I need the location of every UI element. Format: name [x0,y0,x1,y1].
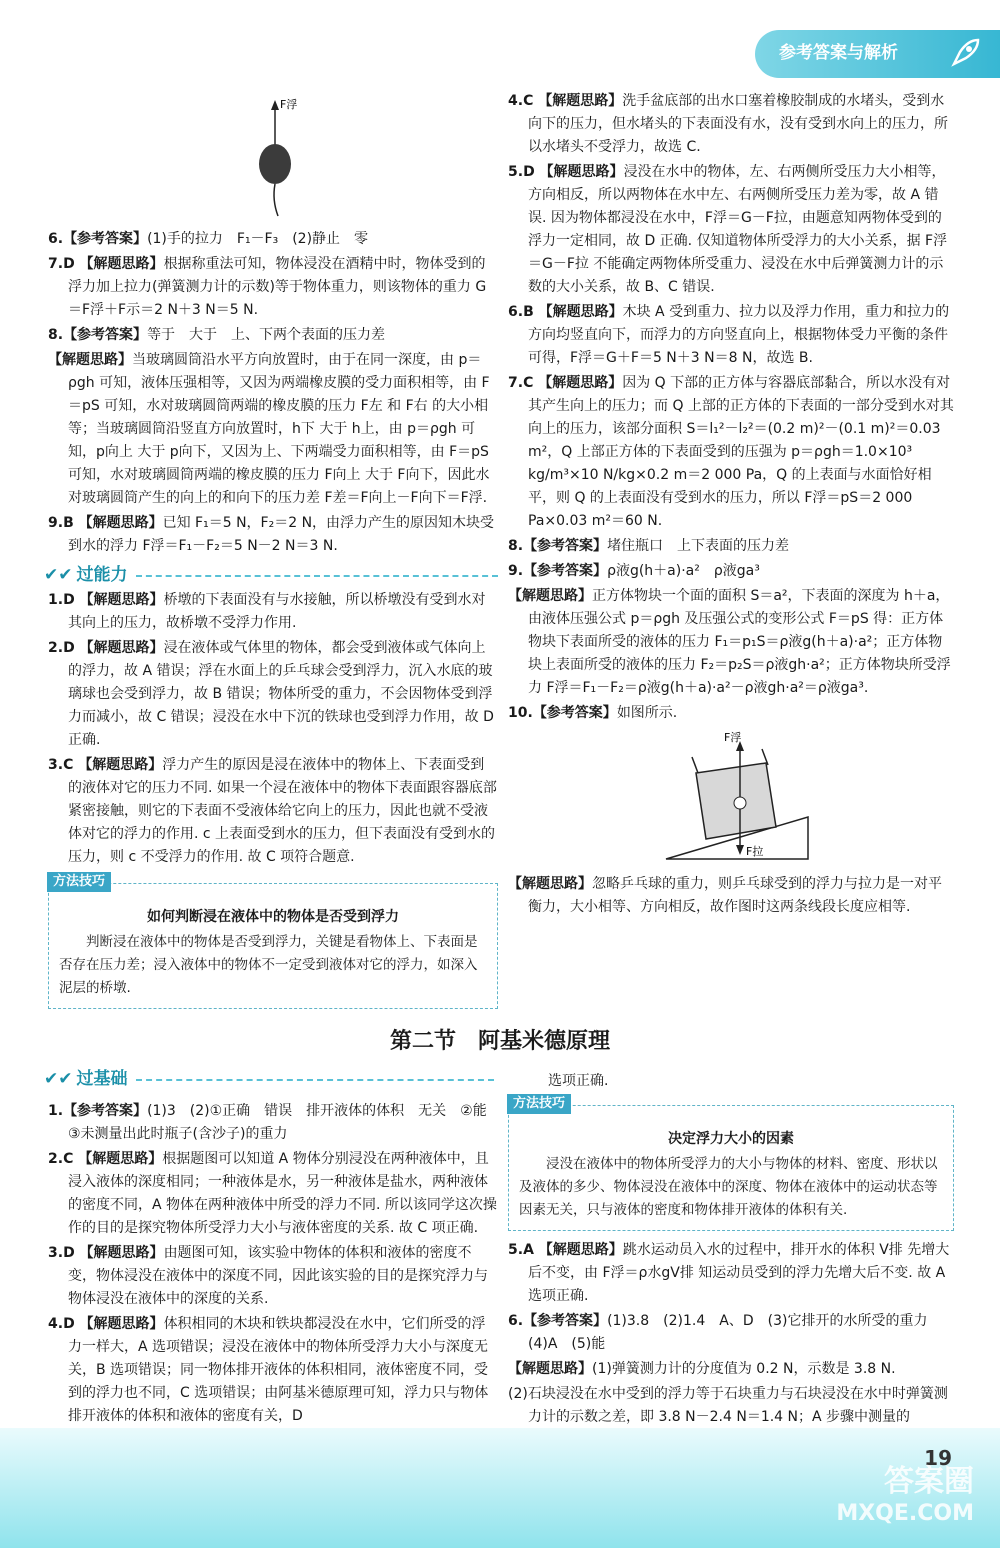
tips-text: 判断浸在液体中的物体是否受到浮力，关键是看物体上、下表面是否存在压力差；浸入液体中的物体不一定受到液体对它的浮力，如深入泥层的桥墩. [59,934,478,996]
watermark: 答案圈 MXQE.COM [836,1464,974,1526]
tips-text-2: 浸没在液体中的物体所受浮力的大小与物体的材料、密度、形状以及液体的多少、物体浸没在液体中的深度、物体在液体中的运动状态等因素无关，只与液体的密度和物体排开液体的体积有关. [519,1156,938,1218]
answer-8: 8.【参考答案】等于 大于 上、下两个表面的压力差 [48,327,386,343]
right-column-bottom [508,1070,954,1431]
r-answer-4: 4.C 【解题思路】洗手盆底部的出水口塞着橡胶制成的水堵头，受到水向下的压力，但水堵头的下表面没有水，没有受到水向上的压力，所以水堵头不受浮力，故选 C. [508,93,948,155]
skill-answer-3: 3.C 【解题思路】浮力产生的原因是浸在液体中的物体上、下表面受到的液体对它的压力不同. 如果一个浸在液体中的物体下表面跟容器底部紧密接触，则它的下表面不受液体给它向上的压力，因此也就不受液体对它的浮力的作用. c 上表面受到水的压力，但下表面没有受到水的压力，则 c 不受浮力的作用. 故 C 项符合题意. [48,757,497,865]
skill-answer-2: 2.D 【解题思路】浸在液体或气体里的物体，都会受到液体或气体向上的浮力，故 A 错误；浮在水面上的乒乓球会受到浮力，沉入水底的玻璃球也会受到浮力，故 B 错误；物体所受的重力，不会因物体受到浮力而减小，故 C 错误；浸没在水中下沉的铁球也受到浮力作用，故 D 正确. [48,640,494,748]
header-title: 参考答案与解析 [779,43,898,63]
method-tips-box-2 [508,1096,954,1231]
tips-label: 方法技巧 [47,872,111,892]
s2-answer-5: 5.A 【解题思路】跳水运动员入水的过程中，排开水的体积 V排 先增大后不变，由 F浮＝ρ水gV排 知运动员受到的浮力先增大后不变. 故 A 选项正确. [508,1242,950,1304]
s2-answer-4-continued: 选项正确. [548,1073,609,1089]
left-column-bottom [48,1100,501,1430]
tips-title-2: 决定浮力大小的因素 [668,1131,794,1147]
s2-answer-1: 1.【参考答案】(1)3 (2)①正确 错误 排开液体的体积 无关 ②能 ③未测量出此时瓶子(含沙子)的重力 [48,1103,501,1142]
check-icon: ✔✔ [44,565,73,585]
s2-answer-6-explanation-2: (2)石块浸没在水中受到的浮力等于石块重力与石块浸没在水中时弹簧测力计的示数之差，即 3.8 N－2.4 N＝1.4 N；A 步骤中测量的 [508,1386,948,1425]
tips-title: 如何判断浸在液体中的物体是否受到浮力 [147,909,399,925]
basic-section-heading: ✔✔ 过基础 [44,1068,494,1091]
r-answer-9: 9.【参考答案】ρ液g(h＋a)·a² ρ液ga³ [508,563,760,579]
s2-answer-4: 4.D 【解题思路】体积相同的木块和铁块都浸没在水中，它们所受的浮力一样大，A 选项错误；浸没在液体中的物体所受浮力大小与深度无关，B 选项错误；同一物体排开液体的体积相同，液体密度不同，受到的浮力也不同，C 选项错误；由阿基米德原理可知，浮力只与物体排开液体的体积和液体的密度有关，D [48,1316,489,1424]
skill-answer-1: 1.D 【解题思路】桥墩的下表面没有与水接触，所以桥墩没有受到水对其向上的压力，故桥墩不受浮力作用. [48,592,486,631]
s2-answer-2: 2.C 【解题思路】根据题图可以知道 A 物体分别浸没在两种液体中，且浸入液体的深度相同；一种液体是水，另一种液体是盐水，两种液体的密度不同，A 物体在两种液体中所受的浮力不同. 所以该同学这次操作的目的是探究物体所受浮力大小与液体密度的关系. 故 C 项正确. [48,1151,497,1236]
page-number: 19 [924,1446,952,1470]
force-diagram-ball [250,92,310,222]
s2-answer-3: 3.D 【解题思路】由题图可知，该实验中物体的体积和液体的密度不变，物体浸没在液体中的深度不同，因此该实验的目的是探究浮力与物体浸没在液体中的深度的关系. [48,1245,488,1307]
section-title: 第二节 阿基米德原理 [389,1029,610,1054]
left-column [44,228,498,1009]
r-answer-6: 6.B 【解题思路】木块 A 受到重力、拉力以及浮力作用，重力和拉力的方向均竖直向下，而浮力的方向竖直向上，根据物体受力平衡的条件可得，F浮＝G＋F＝5 N＋3 N＝8 N，故选 B. [508,304,950,366]
check-icon-2: ✔✔ [44,1069,73,1089]
skill-section-heading: ✔✔ 过能力 [44,564,498,587]
r-answer-10: 10.【参考答案】如图所示. [508,705,678,721]
right-column [508,90,954,921]
beaker-incline-diagram [658,727,858,867]
r-answer-5: 5.D 【解题思路】浸没在水中的物体，左、右两侧所受压力大小相等，方向相反，所以两物体在水中左、右两侧所受压力差为零，故 A 错误. 因为物体都浸没在水中，F浮＝G－F拉，由题意知两物体受到的浮力一定相同，故 D 正确. 仅知道物体所受浮力的大小关系，据 F浮＝G－F拉 不能确定两物体所受重力、浸没在水中后弹簧测力计的示数的大小关系，故 B、C 错误. [508,164,948,295]
answer-8-explanation: 【解题思路】当玻璃圆筒沿水平方向放置时，由于在同一深度，由 p＝ρgh 可知，液体压强相等，又因为两端橡皮膜的受力面积相等，由 F＝pS 可知，水对玻璃圆筒两端的橡皮膜的压力 F左 和 F右 的大小相等；当玻璃圆筒沿竖直方向放置时，h下 大于 h上，由 p＝ρgh 可知，p向上 大于 p向下，又因为上、下两端受力面积相等，由 F＝pS 可知，水对玻璃圆筒两端的橡皮膜的压力 F向上 大于 F向下，因此水对玻璃圆筒产生的向上的和向下的压力差 F差＝F向上－F向下＝F浮. [48,352,490,506]
diagram-top-label: F浮 [724,731,742,744]
r-answer-9-explanation: 【解题思路】正方体物块一个面的面积 S＝a²，下表面的深度为 h＋a，由液体压强公式 p＝ρgh 及压强公式的变形公式 F＝pS 得：正方体物块下表面所受的液体的压力 F₁＝p₁S＝ρ液g(h＋a)·a²；正方体物块上表面所受的液体的压力 F₂＝p₂S＝ρ液gh·a²；正方体物块所受浮力 F浮＝F₁－F₂＝ρ液g(h＋a)·a²－ρ液gh·a²＝ρ液ga³. [508,588,951,696]
answer-6: 6.【参考答案】(1)手的拉力 F₁－F₃ (2)静止 零 [48,231,369,247]
rocket-icon [946,36,982,72]
s2-answer-6-explanation: 【解题思路】(1)弹簧测力计的分度值为 0.2 N，示数是 3.8 N. [508,1361,896,1377]
s2-answer-6: 6.【参考答案】(1)3.8 (2)1.4 A、D (3)它排开的水所受的重力 (4)A (5)能 [508,1313,942,1352]
diagram-bottom-label: F拉 [746,845,764,858]
header-band [755,30,1000,78]
tips-label-2: 方法技巧 [507,1094,571,1114]
r-answer-10-explanation: 【解题思路】忽略乒乓球的重力，则乒乓球受到的浮力与拉力是一对平衡力，大小相等、方向相反，故作图时这两条线段长度应相等. [508,876,942,915]
answer-9: 9.B 【解题思路】已知 F₁＝5 N，F₂＝2 N，由浮力产生的原因知木块受到水的浮力 F浮＝F₁－F₂＝5 N－2 N＝3 N. [48,515,495,554]
r-answer-8: 8.【参考答案】堵住瓶口 上下表面的压力差 [508,538,790,554]
method-tips-box [48,874,498,1009]
r-answer-7: 7.C 【解题思路】因为 Q 下部的正方体与容器底部黏合，所以水没有对其产生向上的压力；而 Q 上部的正方体的下表面的一部分受到水对其向上的压力，该部分面积 S＝l₁²－l₂²＝(0.2 m)²－(0.1 m)²＝0.03 m²，Q 上部正方体的下表面受到的压强为 p＝ρgh＝1.0×10³ kg/m³×10 N/kg×0.2 m＝2 000 Pa，Q 的上表面与水面恰好相平，则 Q 的上表面没有受到水的压力，所以 F浮＝pS＝2 000 Pa×0.03 m²＝60 N. [508,375,954,529]
force-label-top: F浮 [280,98,298,111]
answer-7: 7.D 【解题思路】根据称重法可知，物体浸没在酒精中时，物体受到的浮力加上拉力(弹簧测力计的示数)等于物体重力，则该物体的重力 G＝F浮＋F示＝2 N＋3 N＝5 N. [48,256,487,318]
